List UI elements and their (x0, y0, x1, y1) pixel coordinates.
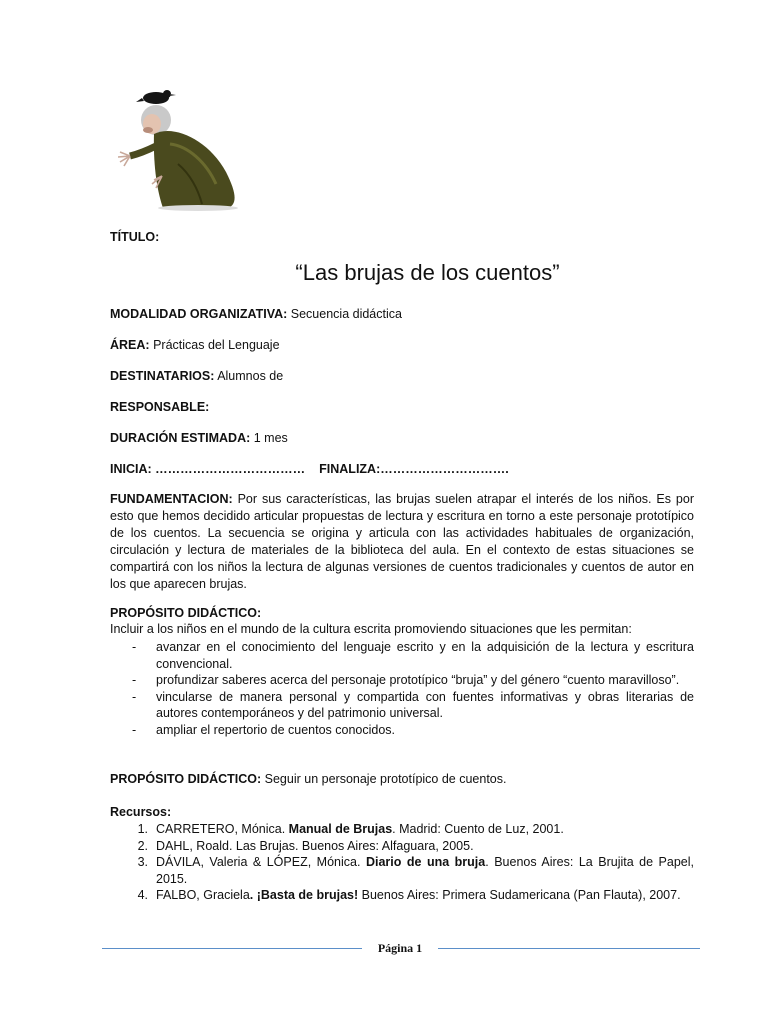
inicia-label: INICIA: ……………………………… (110, 462, 306, 476)
proposito-intro: Incluir a los niños en el mundo de la cultura escrita promoviendo situaciones que les permitan: (110, 622, 632, 636)
list-bullet: - (132, 673, 137, 687)
footer-rule-left (102, 948, 362, 949)
fundamentacion-text: Por sus características, las brujas suelen atrapar el interés de los niños. Es por esto que hemos decidido articular propuestas de lectura y escritura en torno a este personaje prototípico de los cuentos. La secuencia se origina y articula con las actividades habituales de organización, circulación y lectura de materiales de la biblioteca del aula. En el contexto de estas situaciones se compartirá con los niños la lectura de algunas versiones de cuentos tradicionales y cuentos de autor en los que aparecen brujas. (110, 492, 694, 591)
proposito-list-item (110, 722, 694, 739)
duracion-label: DURACIÓN ESTIMADA: (110, 431, 251, 445)
recurso-item (110, 854, 694, 887)
recurso-number: 4. (137, 888, 148, 902)
duracion-value: 1 mes (250, 431, 288, 445)
recurso-text-pre: DAHL, Roald. Las Brujas. Buenos Aires: Alfaguara, 2005. (156, 838, 474, 853)
recurso-text-post: Buenos Aires: Primera Sudamericana (Pan Flauta), 2007. (358, 888, 681, 902)
recurso-text-bold: Diario de una bruja (365, 855, 486, 869)
recurso-text-post: . Madrid: Cuento de Luz, 2001. (392, 822, 564, 836)
proposito-list-item (110, 672, 694, 689)
recurso-text-pre: CARRETERO, Mónica. (156, 822, 289, 836)
recurso-text (156, 887, 694, 904)
list-item-text: profundizar saberes acerca del personaje prototípico “bruja” y del género “cuento maravilloso”. (156, 673, 680, 687)
recurso-text-pre: DÁVILA, Valeria & LÓPEZ, Mónica. (156, 855, 366, 869)
list-bullet: - (132, 722, 137, 737)
modalidad-field (110, 307, 402, 321)
responsable-label: RESPONSABLE: (110, 400, 210, 414)
proposito-list-item (110, 639, 694, 672)
destinatarios-value: Alumnos de (214, 369, 284, 383)
recurso-number: 1. (137, 822, 148, 836)
recurso-number: 2. (137, 838, 148, 853)
finaliza-label: FINALIZA:…………………………. (319, 462, 509, 476)
destinatarios-label: DESTINATARIOS: (110, 369, 215, 383)
list-bullet: - (132, 689, 137, 704)
list-item-text: vincularse de manera personal y compartida con fuentes informativas y obras literarias de autores contemporáneos y del patrimonio universal. (156, 689, 694, 720)
recurso-item (110, 838, 694, 855)
area-field (110, 338, 280, 352)
document-title: “Las brujas de los cuentos” (295, 260, 560, 285)
recurso-text-post: . Buenos Aires: La Brujita de Papel, 2015. (156, 855, 694, 886)
list-item-text: ampliar el repertorio de cuentos conocidos. (156, 722, 396, 737)
area-label: ÁREA: (110, 338, 150, 352)
recurso-text-bold: Manual de Brujas (288, 822, 393, 836)
recurso-item (110, 887, 694, 904)
proposito-heading (110, 606, 261, 620)
proposito-list-item (110, 689, 694, 722)
area-value: Prácticas del Lenguaje (149, 338, 280, 352)
proposito-2-field (110, 772, 506, 786)
proposito-2-label: PROPÓSITO DIDÁCTICO: (110, 772, 262, 786)
recurso-text-pre: FALBO, Graciela (156, 888, 250, 902)
fundamentacion-paragraph (110, 491, 694, 593)
list-bullet: - (132, 640, 137, 654)
titulo-label: TÍTULO: (110, 230, 160, 244)
recurso-text (156, 821, 694, 838)
recurso-text (156, 838, 694, 855)
recurso-text-bold: . ¡Basta de brujas! (249, 888, 359, 902)
fundamentacion-label: FUNDAMENTACION: (110, 492, 233, 506)
recursos-heading (110, 805, 171, 819)
modalidad-label: MODALIDAD ORGANIZATIVA: (110, 307, 288, 321)
footer-rule-right (438, 948, 700, 949)
list-item-text: avanzar en el conocimiento del lenguaje escrito y en la adquisición de la lectura y escritura convencional. (156, 640, 694, 671)
recurso-text (156, 854, 694, 887)
duracion-field (110, 431, 288, 445)
proposito-label: PROPÓSITO DIDÁCTICO: (110, 606, 262, 620)
responsable-field (110, 400, 209, 414)
fechas-field (110, 462, 509, 476)
proposito-list (110, 639, 694, 738)
destinatarios-field (110, 369, 283, 383)
recurso-number: 3. (137, 855, 148, 869)
recursos-list (110, 821, 694, 904)
proposito-2-value: Seguir un personaje prototípico de cuentos. (261, 772, 507, 786)
page-number: Página 1 (377, 941, 423, 955)
recurso-item (110, 821, 694, 838)
recursos-label: Recursos: (110, 805, 172, 819)
witch-illustration (118, 84, 246, 212)
modalidad-value: Secuencia didáctica (287, 307, 402, 321)
